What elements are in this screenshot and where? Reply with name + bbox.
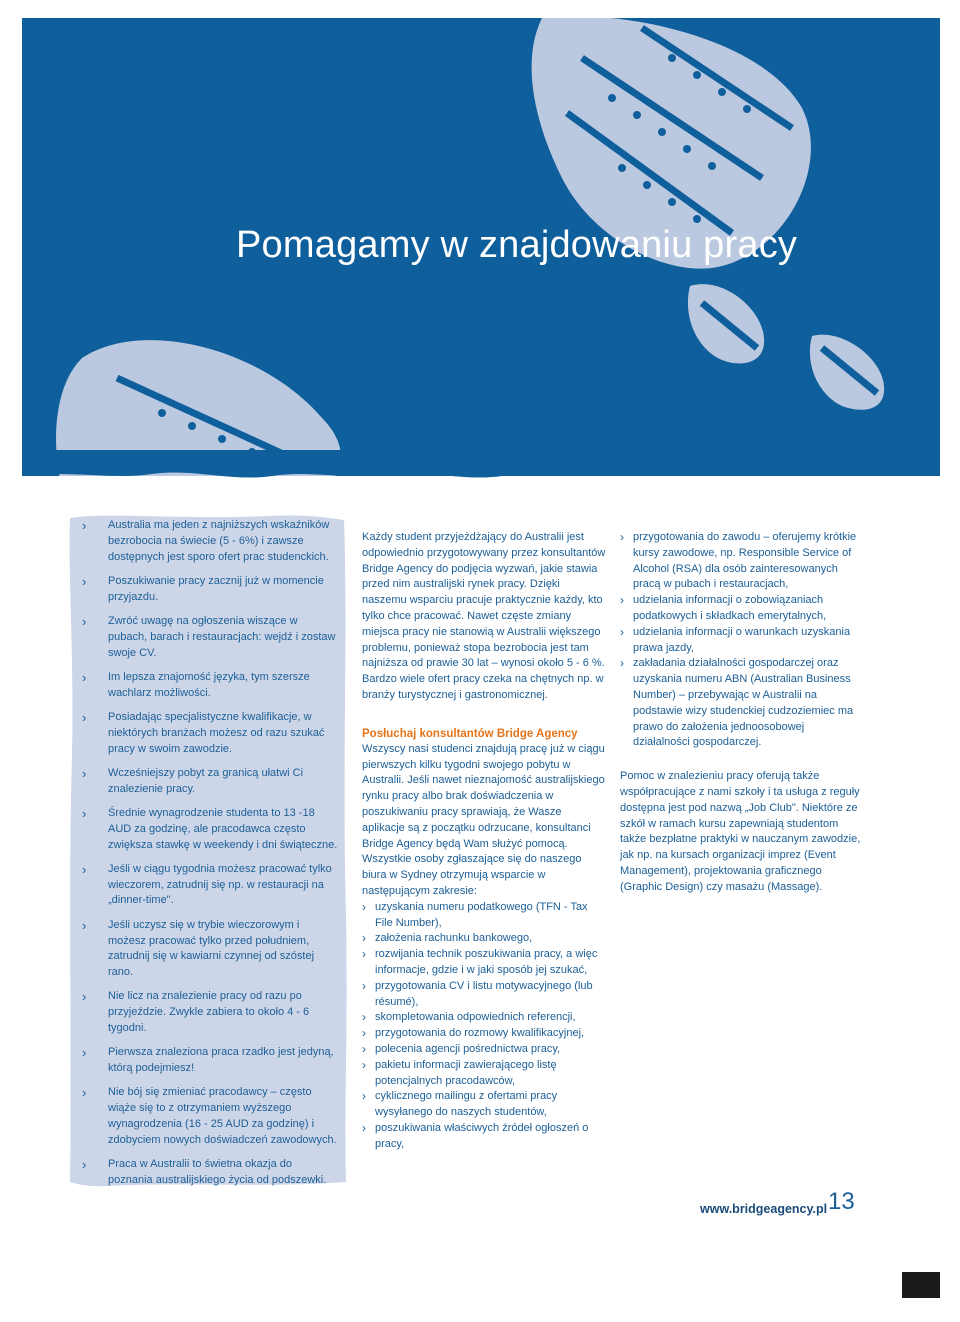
list-item: › Wcześniejszy pobyt za granicą ułatwi Ci znalezienie pracy. (82, 765, 304, 795)
chevron-right-icon: › (362, 1089, 366, 1104)
middle-column (362, 530, 606, 1152)
list-item: › Zwróć uwagę na ogłoszenia wiszące w pubach, barach i restauracjach: wejdź i zostaw swoje CV. (82, 613, 336, 659)
list-item: › poszukiwania właściwych źródeł ogłoszeń o pracy, (362, 1120, 589, 1150)
chevron-right-icon: › (362, 899, 366, 914)
list-item: › Australia ma jeden z najniższych wskaźników bezrobocia na świecie (5 - 6%) i zawsze dostępnych jest sporo ofert prac studenckich. (82, 518, 330, 563)
list-item: › skompletowania odpowiednich referencji, (362, 1010, 576, 1025)
chevron-right-icon: › (362, 1026, 366, 1041)
chevron-right-icon: › (362, 947, 366, 962)
chevron-right-icon: › (620, 624, 624, 639)
list-item: › Nie licz na znalezienie pracy od razu po przyjeździe. Zwykle zabiera to około 4 - 6 tygodni. (82, 989, 310, 1035)
support-list-continued (620, 530, 864, 751)
chevron-right-icon: › (620, 530, 624, 544)
list-item: › udzielania informacji o zobowiązaniach podatkowych i składkach emerytalnych, (620, 593, 827, 622)
list-item: › przygotowania do rozmowy kwalifikacyjnej, (362, 1026, 585, 1041)
list-item: › udzielania informacji o warunkach uzyskania prawa jazdy, (620, 624, 851, 654)
list-item: › polecenia agencji pośrednictwa pracy, (362, 1041, 561, 1056)
right-column (620, 530, 864, 896)
chevron-right-icon: › (82, 765, 87, 781)
tips-box (68, 514, 348, 1188)
tips-list (68, 518, 338, 1197)
list-item: › rozwijania technik poszukiwania pracy, a więc informacje, gdzie i w jaki sposób jej szukać, (362, 947, 598, 976)
torn-edge (22, 450, 940, 490)
website-link[interactable]: www.bridgeagency.pl (700, 1202, 828, 1216)
chevron-right-icon: › (82, 573, 87, 589)
list-item: › pakietu informacji zawierającego listę potencjalnych pracodawców, (362, 1057, 557, 1087)
chevron-right-icon: › (362, 931, 366, 946)
chevron-right-icon: › (82, 518, 87, 533)
chevron-right-icon: › (82, 669, 87, 685)
page-number: 13 (828, 1188, 855, 1215)
chevron-right-icon: › (82, 917, 87, 933)
page-title: Pomagamy w znajdowaniu pracy (236, 224, 798, 266)
chevron-right-icon: › (362, 1057, 366, 1072)
list-item: › Średnie wynagrodzenie studenta to 13 -18 AUD za godzinę, ale pracodawca często zwiększa stawkę w weekendy i dni świąteczne. (82, 805, 338, 851)
list-item: › Jeśli w ciągu tygodnia możesz pracować tylko wieczorem, zatrudnij się np. w restauracji na „dinner-time". (82, 861, 332, 907)
chevron-right-icon: › (620, 656, 624, 671)
list-item: › Poszukiwanie pracy zacznij już w momencie przyjazdu. (82, 573, 324, 603)
list-item: › uzyskania numeru podatkowego (TFN - Tax File Number), (362, 899, 588, 929)
intro-paragraph: Każdy student przyjeżdżający do Australii jest odpowiednio przygotowywany przez konsultantów Bridge Agency do podjęcia wyzwań, jakie stawia przed nim australijski rynek pracy. Dzięki naszemu wsparciu pracuje praktycznie każdy, kto tylko chce pracować. Nawet częste zmiany miejsca pracy nie stanowią w Australii większego problemu, ponieważ stopa bezrobocia jest tam najniższa od prawie 30 lat – wynosi około 5 - 6 %. Bardzo wiele ofert pracy czeka na chętnych np. w branży turystycznej i gastronomicznej. (362, 531, 606, 701)
list-item: › Jeśli uczysz się w trybie wieczorowym i możesz pracować tylko przed południem, zatrudnij się w kawiarni czynnej od szóstej rano. (82, 917, 315, 979)
support-list (362, 900, 606, 1153)
list-item: › założenia rachunku bankowego, (362, 931, 533, 946)
list-item: › Praca w Australii to świetna okazja do poznania australijskiego życia od podszewki. (82, 1157, 327, 1186)
section-heading: Posłuchaj konsultantów Bridge Agency (362, 727, 578, 740)
chevron-right-icon: › (362, 1120, 366, 1135)
list-item: › przygotowania do zawodu – oferujemy krótkie kursy zawodowe, np. Responsible Service of Alcohol (RSA) dla osób zainteresowanych pracą w pubach i restauracjach, (620, 530, 857, 591)
chevron-right-icon: › (82, 613, 87, 629)
chevron-right-icon: › (362, 978, 366, 993)
chevron-right-icon: › (362, 1010, 366, 1025)
page-edge-mark (902, 1272, 940, 1298)
list-item: › cyklicznego mailingu z ofertami pracy wysyłanego do naszych studentów, (362, 1089, 558, 1119)
chevron-right-icon: › (82, 1045, 87, 1061)
list-item: › Im lepsza znajomość języka, tym szersze wachlarz możliwości. (82, 669, 310, 699)
chevron-right-icon: › (82, 805, 87, 821)
list-item: › Posiadając specjalistyczne kwalifikacje, w niektórych branżach możesz od razu szukać pracy w swoim zawodzie. (82, 709, 325, 755)
closing-paragraph: Pomoc w znalezieniu pracy oferują także współpracujące z nami szkoły i ta usługa z reguły dostępna jest pod nazwą „Job Club". Niektóre ze szkół w ramach kursu zapewniają studentom także bezpłatne praktyki w nauczanym zawodzie, jak np. na kursach organizacji imprez (Event Management), projektowania graficznego (Graphic Design) czy masażu (Massage). (620, 770, 861, 893)
chevron-right-icon: › (82, 1085, 87, 1101)
list-item: › zakładania działalności gospodarczej oraz uzyskania numeru ABN (Australian Business Number) – przebywając w Australii na podstawie wizy studenckiej cudzoziemiec ma prawo do założenia jednoosobowej działalności gospodarczej. (620, 656, 854, 749)
chevron-right-icon: › (82, 989, 87, 1005)
chevron-right-icon: › (82, 1157, 87, 1173)
chevron-right-icon: › (82, 709, 87, 725)
body-paragraph: Wszyscy nasi studenci znajdują pracę już w ciągu pierwszych kilku tygodni swojego pobytu w Australii. Jeśli nawet nieznajomość australijskiego rynku pracy albo brak doświadczenia w poszukiwaniu pracy sprawiają, że Wasze aplikacje są z początku odrzucane, konsultanci Bridge Agency będą Wam służyć pomocą. Wszystkie osoby zgłaszające się do naszego biura w Sydney otrzymują wsparcie w następującym zakresie: (362, 742, 605, 897)
chevron-right-icon: › (362, 1041, 366, 1056)
list-item: › Pierwsza znaleziona praca rzadko jest jedyną, którą podejmiesz! (82, 1045, 334, 1075)
list-item: › Nie bój się zmieniać pracodawcy – często wiąże się to z otrzymaniem wyższego wynagrodzenia (16 - 25 AUD za godzinę) i zdobyciem nowych doświadczeń zawodowych. (82, 1085, 337, 1146)
list-item: › przygotowania CV i listu motywacyjnego (lub résumé), (362, 978, 593, 1008)
chevron-right-icon: › (82, 861, 87, 877)
chevron-right-icon: › (620, 593, 624, 608)
